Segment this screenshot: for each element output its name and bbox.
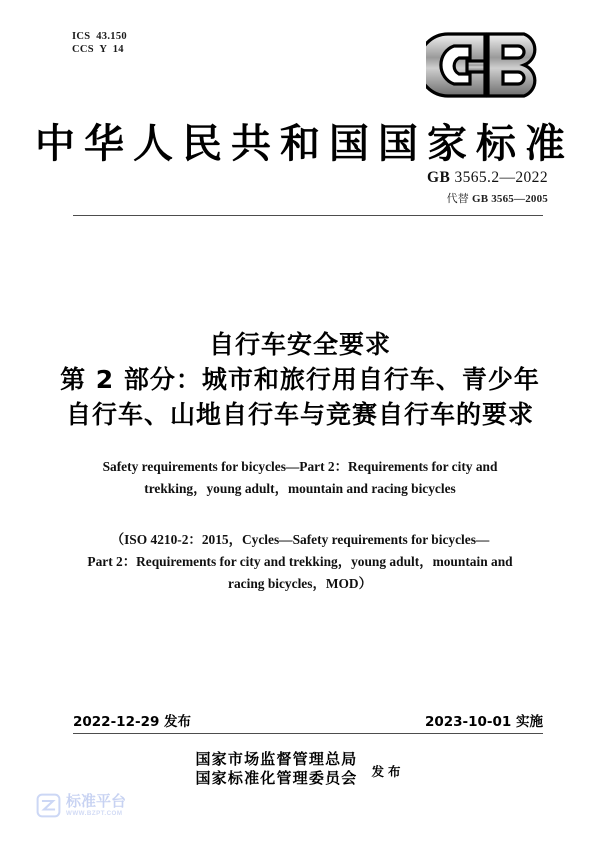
issuing-authority-line-1: 国家市场监督管理总局 — [195, 750, 358, 768]
standard-number-prefix: GB — [426, 169, 451, 186]
classification-codes — [72, 30, 127, 56]
ics-code: ICS 43.150 — [72, 31, 127, 42]
header-divider — [73, 215, 543, 216]
english-title-line-2: trekking，young adult，mountain and racing bicycles — [144, 481, 456, 496]
footer-divider — [73, 733, 543, 734]
english-title-line-1: Safety requirements for bicycles—Part 2：Requirements for city and — [102, 459, 498, 474]
watermark — [36, 793, 126, 818]
iso-note-line-2: Part 2：Requirements for city and trekking，young adult，mountain and — [87, 554, 513, 569]
iso-note-line-1: （ISO 4210-2：2015，Cycles—Safety requirements for bicycles— — [110, 532, 490, 547]
issue-date: 2022-12-29 发布 — [73, 714, 192, 730]
iso-note-line-3: racing bicycles，MOD） — [228, 576, 372, 591]
issuing-authority-line-2: 国家标准化管理委员会 — [195, 769, 358, 787]
bzpt-logo-icon — [36, 793, 61, 818]
chinese-title-line-3: 自行车、山地自行车与竞赛自行车的要求 — [65, 400, 534, 429]
issuing-authority — [0, 750, 600, 788]
watermark-url: WWW.BZPT.COM — [66, 809, 123, 817]
superseded-value: GB 3565—2005 — [471, 192, 548, 205]
issuing-authority-names — [195, 750, 357, 788]
effective-date: 2023-10-01 实施 — [424, 714, 543, 730]
date-row — [73, 710, 543, 730]
issuing-verb: 发布 — [371, 764, 405, 779]
page-title: 中华人民共和国国家标准 — [35, 121, 574, 166]
standard-number-value: 3565.2—2022 — [450, 169, 548, 186]
watermark-brand: 标准平台 — [66, 791, 127, 810]
watermark-text — [66, 791, 127, 817]
iso-equivalence-note — [68, 529, 532, 595]
chinese-title-line-1: 自行车安全要求 — [208, 330, 391, 359]
standard-number — [427, 168, 548, 189]
chinese-title — [0, 327, 600, 432]
standard-number-block — [427, 168, 548, 207]
gb-emblem-icon — [426, 28, 552, 102]
superseded-label: 代替 — [446, 192, 472, 205]
superseded-reference — [427, 192, 548, 207]
english-title — [78, 456, 522, 500]
ccs-code: CCS Y 14 — [72, 44, 124, 55]
chinese-title-line-2: 第 2 部分：城市和旅行用自行车、青少年 — [60, 365, 540, 394]
